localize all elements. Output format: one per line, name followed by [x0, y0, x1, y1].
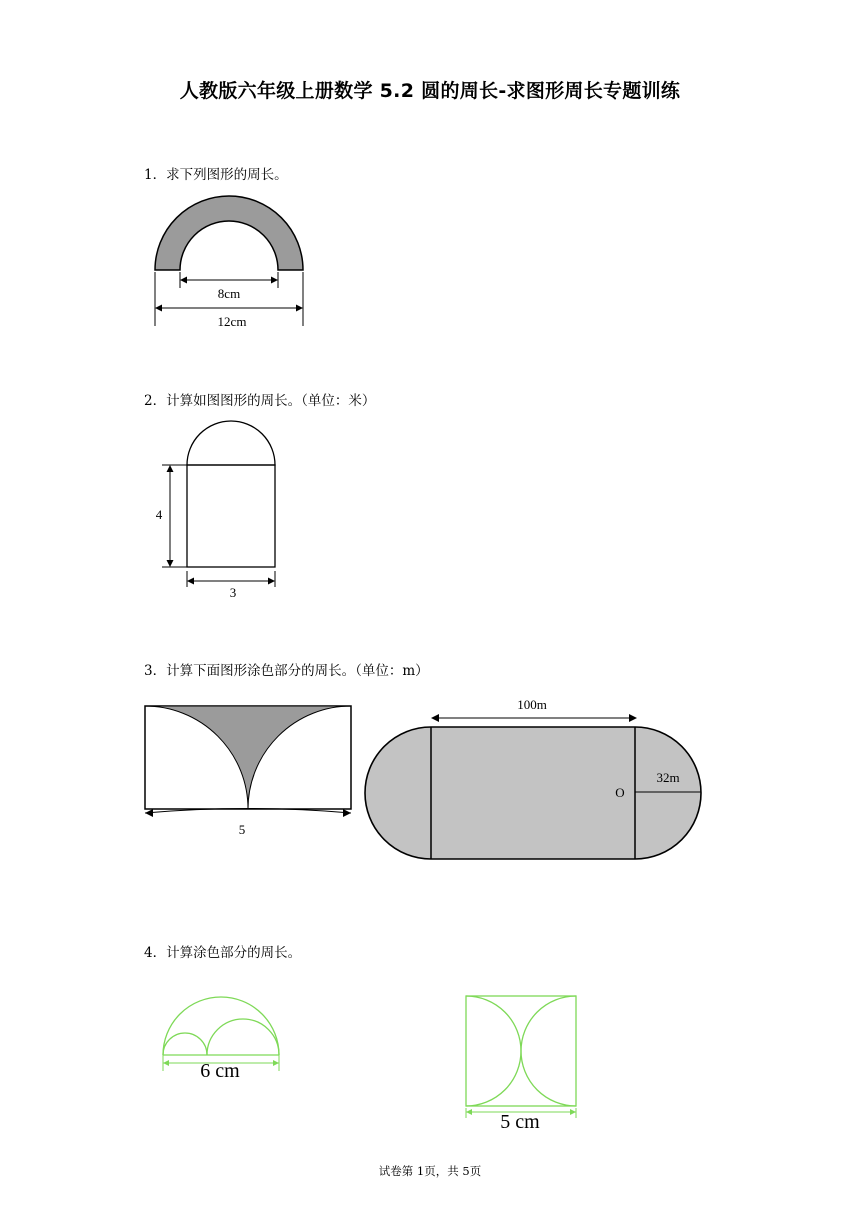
diameter-label: 6 cm: [200, 1060, 240, 1082]
running-track: [365, 727, 701, 859]
page-footer: 试卷第 1页，共 5页: [378, 1164, 482, 1178]
rectangle: [187, 465, 275, 567]
question-4-text: 4．计算涂色部分的周长。: [144, 945, 302, 961]
height-label: 4: [155, 507, 163, 522]
question-3-right-figure: [362, 692, 707, 864]
length-label: 100m: [517, 697, 547, 712]
width-label: 5: [238, 822, 246, 837]
outer-diameter-label: 12cm: [217, 314, 247, 329]
question-4-right-figure: [458, 990, 583, 1135]
question-1-figure: [140, 190, 320, 335]
radius-label: 32m: [656, 770, 680, 785]
question-1-text: 1．求下列图形的周长。: [144, 167, 288, 183]
question-4-left-figure: [155, 985, 290, 1085]
semicircle-top: [187, 421, 275, 465]
question-2-text: 2．计算如图图形的周长。（单位：米）: [144, 393, 376, 409]
arch-shape: [155, 196, 303, 270]
question-2-figure: [140, 415, 290, 605]
page-title: 人教版六年级上册数学 5.2 圆的周长-求图形周长专题训练: [179, 80, 681, 102]
width-label: 3: [229, 585, 237, 600]
center-label: O: [615, 785, 625, 800]
side-label: 5 cm: [500, 1111, 540, 1133]
question-3-left-figure: [140, 700, 360, 845]
inner-diameter-label: 8cm: [217, 286, 241, 301]
question-3-text: 3．计算下面图形涂色部分的周长。（单位：m）: [144, 663, 429, 679]
